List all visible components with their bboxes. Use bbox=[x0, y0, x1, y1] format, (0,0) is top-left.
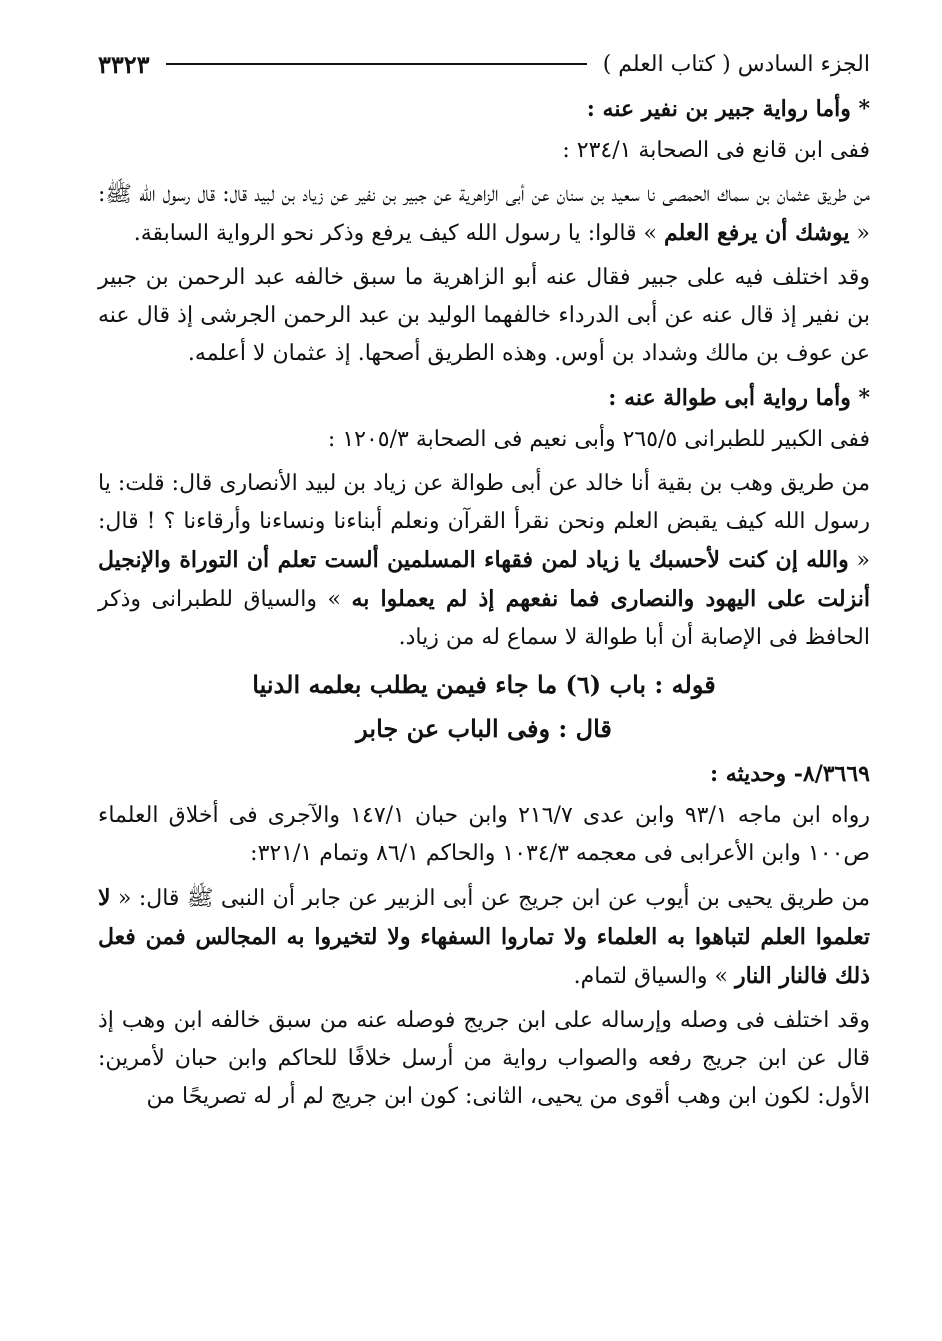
section-heading: قوله : باب (٦) ما جاء فيمن يطلب بعلمه الدنيا bbox=[252, 670, 716, 699]
section-marker: * وأما رواية أبى طوالة عنه : bbox=[608, 385, 870, 411]
hadith-text: لا تعلموا العلم لتباهوا به العلماء ولا تماروا السفهاء ولا لتخيروا به المجالس فمن فعل ذلك فالنار النار bbox=[98, 885, 870, 989]
paragraph-text: » والسياق للطبرانى وذكر الحافظ فى الإصابة أن أبا طوالة لا سماع له من زياد. bbox=[98, 587, 870, 650]
paragraph-text: من طريق وهب بن بقية أنا خالد عن أبى طوالة عن زياد بن لبيد الأنصارى قال: قلت: يا رسول الله كيف يقبض العلم ونحن نقرأ القرآن ونعلم أبناءنا ونساءنا وأرقاءنا ؟ ! قال: « bbox=[98, 471, 870, 573]
paragraph-text: من طريق يحيى بن أيوب عن ابن جريج عن أبى الزبير عن جابر أن النبى ﷺ قال: « bbox=[110, 886, 870, 911]
header-rule bbox=[166, 63, 587, 65]
page-body bbox=[98, 90, 870, 1122]
page-number: ٣٣٢٣ bbox=[98, 49, 150, 79]
paragraph-text: » والسياق لتمام. bbox=[573, 964, 735, 989]
paragraph: وقد اختلف فيه على جبير فقال عنه أبو الزاهرية ما سبق خالفه عبد الرحمن بن جبير بن نفير إذ قال عنه عن أبى الدرداء خالفهما الوليد بن عبد الرحمن الجرشى إذ قال عنه عن عوف بن مالك وشداد بن أوس. وهذه الطريق أصحها. إذ عثمان لا أعلمه. bbox=[98, 265, 870, 366]
paragraph bbox=[98, 465, 870, 657]
paragraph-text: » قالوا: يا رسول الله كيف يرفع وذكر نحو الرواية السابقة. bbox=[133, 221, 664, 246]
section-subheading: قال : وفى الباب عن جابر bbox=[356, 714, 612, 743]
paragraph: رواه ابن ماجه ٩٣/١ وابن عدى ٢١٦/٧ وابن حبان ١٤٧/١ والآجرى فى أخلاق العلماء ص١٠٠ وابن الأعرابى فى معجمه ١٠٣٤/٣ والحاكم ٨٦/١ وتمام ٣٢١/١: bbox=[98, 803, 870, 866]
paragraph-text: من طريق عثمان بن سماك الحمصى نا سعيد بن سنان عن أبى الزاهرية عن جبير بن نفير عن زياد بن لبيد قال: قال رسول الله ﷺ: « bbox=[98, 182, 870, 246]
page-header bbox=[98, 44, 870, 84]
hadith-text: والله إن كنت لأحسبك يا زياد لمن فقهاء المسلمين ألست تعلم أن التوراة والإنجيل أنزلت على اليهود والنصارى فما نفعهم إذ لم يعملوا به bbox=[98, 547, 871, 612]
paragraph: وقد اختلف فى وصله وإرساله على ابن جريج فوصله عنه من سبق خالفه ابن وهب إذ قال عن ابن جريج رفعه والصواب رواية من أرسل خلافًا للحاكم وابن حبان لأمرين: الأول: لكون ابن وهب أقوى من يحيى، الثانى: كون ابن جريج لم أر له تصريحًا من bbox=[98, 1008, 870, 1109]
section-marker: * وأما رواية جبير بن نفير عنه : bbox=[586, 96, 870, 122]
hadith-text: يوشك أن يرفع العلم bbox=[663, 220, 850, 246]
paragraph: ففى الكبير للطبرانى ٢٦٥/٥ وأبى نعيم فى الصحابة ١٢٠٥/٣ : bbox=[327, 427, 870, 452]
paragraph: ففى ابن قانع فى الصحابة ٢٣٤/١ : bbox=[562, 138, 870, 163]
running-title: الجزء السادس ( كتاب العلم ) bbox=[602, 51, 870, 77]
section-marker: ٨/٣٦٦٩- وحديثه : bbox=[709, 761, 870, 787]
paragraph bbox=[98, 176, 870, 253]
paragraph bbox=[98, 879, 870, 996]
